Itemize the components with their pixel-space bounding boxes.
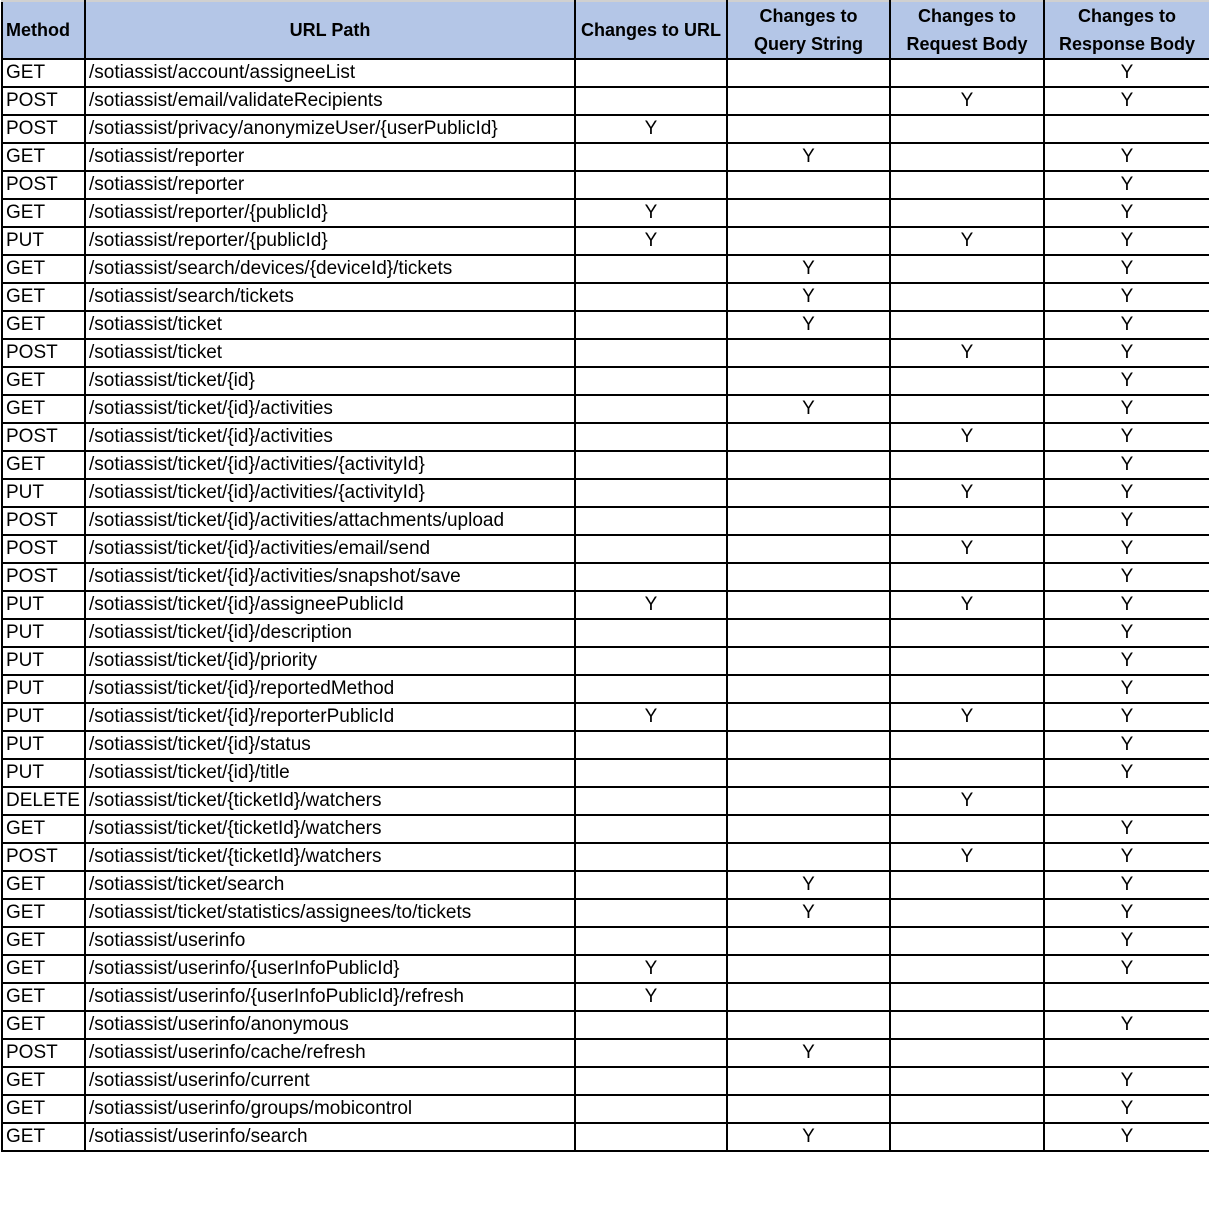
cell-changes-to-query-string — [727, 367, 890, 395]
table-row — [2, 115, 1209, 143]
cell-changes-to-query-string — [727, 591, 890, 619]
cell-changes-to-request-body — [890, 507, 1044, 535]
cell-url-path: /sotiassist/ticket/{id}/title — [85, 759, 575, 787]
table-row — [2, 227, 1209, 255]
cell-changes-to-query-string — [727, 1095, 890, 1123]
cell-changes-to-request-body — [890, 759, 1044, 787]
table-row — [2, 563, 1209, 591]
cell-changes-to-query-string: Y — [727, 255, 890, 283]
cell-url-path: /sotiassist/reporter/{publicId} — [85, 199, 575, 227]
cell-changes-to-request-body — [890, 143, 1044, 171]
cell-changes-to-query-string — [727, 731, 890, 759]
header-line: Changes to — [1077, 6, 1176, 26]
cell-method: POST — [2, 423, 85, 451]
table-row — [2, 535, 1209, 563]
cell-url-path: /sotiassist/ticket/statistics/assignees/to/tickets — [85, 899, 575, 927]
cell-changes-to-request-body: Y — [890, 87, 1044, 115]
cell-method: PUT — [2, 759, 85, 787]
cell-method: PUT — [2, 647, 85, 675]
cell-changes-to-response-body: Y — [1044, 647, 1209, 675]
cell-changes-to-request-body — [890, 983, 1044, 1011]
cell-changes-to-url — [575, 1039, 727, 1067]
cell-method: DELETE — [2, 787, 85, 815]
cell-method: POST — [2, 507, 85, 535]
table-row — [2, 59, 1209, 87]
table-row — [2, 1067, 1209, 1095]
cell-changes-to-response-body: Y — [1044, 899, 1209, 927]
table-row — [2, 815, 1209, 843]
cell-changes-to-request-body — [890, 1067, 1044, 1095]
cell-changes-to-query-string — [727, 1067, 890, 1095]
header-changes-to-query-string — [727, 1, 890, 59]
cell-url-path: /sotiassist/reporter/{publicId} — [85, 227, 575, 255]
cell-changes-to-url — [575, 1011, 727, 1039]
cell-changes-to-query-string: Y — [727, 899, 890, 927]
header-line: Query String — [753, 34, 864, 54]
cell-changes-to-query-string — [727, 703, 890, 731]
table-row — [2, 955, 1209, 983]
cell-method: GET — [2, 395, 85, 423]
cell-url-path: /sotiassist/email/validateRecipients — [85, 87, 575, 115]
table-row — [2, 731, 1209, 759]
cell-changes-to-request-body — [890, 1123, 1044, 1151]
cell-changes-to-query-string — [727, 843, 890, 871]
cell-url-path: /sotiassist/userinfo/current — [85, 1067, 575, 1095]
cell-changes-to-response-body: Y — [1044, 87, 1209, 115]
cell-url-path: /sotiassist/userinfo/{userInfoPublicId}/refresh — [85, 983, 575, 1011]
cell-changes-to-url — [575, 87, 727, 115]
cell-changes-to-request-body — [890, 395, 1044, 423]
cell-method: GET — [2, 1095, 85, 1123]
table-row — [2, 479, 1209, 507]
cell-changes-to-url — [575, 535, 727, 563]
cell-method: POST — [2, 171, 85, 199]
cell-changes-to-response-body: Y — [1044, 479, 1209, 507]
cell-changes-to-request-body — [890, 115, 1044, 143]
cell-changes-to-query-string — [727, 675, 890, 703]
cell-changes-to-query-string — [727, 815, 890, 843]
cell-url-path: /sotiassist/ticket/{id}/activities/snapshot/save — [85, 563, 575, 591]
cell-changes-to-request-body: Y — [890, 339, 1044, 367]
cell-changes-to-request-body — [890, 59, 1044, 87]
cell-changes-to-url: Y — [575, 955, 727, 983]
cell-method: GET — [2, 983, 85, 1011]
table-row — [2, 675, 1209, 703]
cell-changes-to-response-body: Y — [1044, 227, 1209, 255]
cell-changes-to-url: Y — [575, 591, 727, 619]
table-row — [2, 787, 1209, 815]
cell-changes-to-url — [575, 1067, 727, 1095]
cell-changes-to-query-string — [727, 479, 890, 507]
table-row — [2, 395, 1209, 423]
cell-changes-to-request-body: Y — [890, 591, 1044, 619]
cell-url-path: /sotiassist/search/devices/{deviceId}/tickets — [85, 255, 575, 283]
cell-changes-to-request-body — [890, 1011, 1044, 1039]
cell-changes-to-response-body: Y — [1044, 199, 1209, 227]
cell-changes-to-request-body — [890, 619, 1044, 647]
header-line: Changes to — [917, 6, 1016, 26]
cell-changes-to-url — [575, 395, 727, 423]
cell-method: PUT — [2, 703, 85, 731]
cell-changes-to-response-body: Y — [1044, 619, 1209, 647]
header-line: Response Body — [1058, 34, 1196, 54]
cell-changes-to-query-string — [727, 423, 890, 451]
cell-changes-to-url — [575, 59, 727, 87]
cell-changes-to-query-string: Y — [727, 283, 890, 311]
table-row — [2, 143, 1209, 171]
cell-method: PUT — [2, 591, 85, 619]
cell-url-path: /sotiassist/userinfo/groups/mobicontrol — [85, 1095, 575, 1123]
cell-changes-to-url — [575, 143, 727, 171]
cell-changes-to-request-body — [890, 367, 1044, 395]
table-row — [2, 899, 1209, 927]
cell-changes-to-response-body: Y — [1044, 675, 1209, 703]
header-row — [2, 1, 1209, 59]
cell-url-path: /sotiassist/ticket/{id} — [85, 367, 575, 395]
table-body — [2, 59, 1209, 1151]
cell-changes-to-url — [575, 339, 727, 367]
cell-url-path: /sotiassist/ticket/{id}/status — [85, 731, 575, 759]
cell-changes-to-request-body: Y — [890, 535, 1044, 563]
cell-url-path: /sotiassist/ticket — [85, 311, 575, 339]
cell-changes-to-response-body: Y — [1044, 843, 1209, 871]
cell-changes-to-request-body: Y — [890, 843, 1044, 871]
cell-method: GET — [2, 1011, 85, 1039]
table-row — [2, 1039, 1209, 1067]
cell-changes-to-url — [575, 815, 727, 843]
cell-changes-to-response-body: Y — [1044, 927, 1209, 955]
cell-changes-to-query-string — [727, 115, 890, 143]
cell-method: GET — [2, 451, 85, 479]
cell-changes-to-query-string — [727, 59, 890, 87]
cell-method: GET — [2, 255, 85, 283]
cell-changes-to-request-body — [890, 563, 1044, 591]
header-line: Changes to — [759, 6, 858, 26]
cell-url-path: /sotiassist/userinfo/anonymous — [85, 1011, 575, 1039]
cell-url-path: /sotiassist/ticket/{id}/activities/{activityId} — [85, 479, 575, 507]
cell-method: GET — [2, 143, 85, 171]
cell-changes-to-url — [575, 423, 727, 451]
cell-changes-to-response-body: Y — [1044, 731, 1209, 759]
cell-changes-to-request-body — [890, 815, 1044, 843]
cell-changes-to-query-string: Y — [727, 871, 890, 899]
cell-url-path: /sotiassist/ticket/{ticketId}/watchers — [85, 815, 575, 843]
cell-method: GET — [2, 1123, 85, 1151]
cell-url-path: /sotiassist/ticket/{id}/reporterPublicId — [85, 703, 575, 731]
cell-method: GET — [2, 955, 85, 983]
cell-changes-to-response-body: Y — [1044, 535, 1209, 563]
cell-url-path: /sotiassist/userinfo/{userInfoPublicId} — [85, 955, 575, 983]
cell-changes-to-url — [575, 927, 727, 955]
cell-changes-to-response-body — [1044, 983, 1209, 1011]
cell-changes-to-response-body: Y — [1044, 339, 1209, 367]
cell-changes-to-request-body: Y — [890, 479, 1044, 507]
table-row — [2, 1095, 1209, 1123]
table-row — [2, 1123, 1209, 1151]
cell-url-path: /sotiassist/userinfo/cache/refresh — [85, 1039, 575, 1067]
cell-changes-to-response-body — [1044, 787, 1209, 815]
cell-url-path: /sotiassist/ticket/{id}/description — [85, 619, 575, 647]
cell-changes-to-query-string: Y — [727, 1123, 890, 1151]
cell-changes-to-url — [575, 619, 727, 647]
cell-method: GET — [2, 311, 85, 339]
table-row — [2, 283, 1209, 311]
cell-changes-to-request-body — [890, 1095, 1044, 1123]
cell-method: GET — [2, 1067, 85, 1095]
cell-changes-to-request-body — [890, 255, 1044, 283]
cell-changes-to-query-string: Y — [727, 311, 890, 339]
cell-url-path: /sotiassist/userinfo/search — [85, 1123, 575, 1151]
cell-method: POST — [2, 1039, 85, 1067]
cell-changes-to-response-body: Y — [1044, 143, 1209, 171]
cell-method: GET — [2, 59, 85, 87]
api-changes-table — [1, 0, 1209, 1152]
cell-method: GET — [2, 283, 85, 311]
cell-changes-to-request-body — [890, 899, 1044, 927]
cell-changes-to-url: Y — [575, 703, 727, 731]
cell-changes-to-query-string — [727, 171, 890, 199]
table-row — [2, 647, 1209, 675]
cell-method: PUT — [2, 731, 85, 759]
cell-method: GET — [2, 815, 85, 843]
table-row — [2, 843, 1209, 871]
cell-changes-to-request-body — [890, 955, 1044, 983]
cell-changes-to-query-string — [727, 619, 890, 647]
cell-changes-to-response-body: Y — [1044, 1095, 1209, 1123]
cell-changes-to-request-body — [890, 675, 1044, 703]
cell-changes-to-response-body — [1044, 1039, 1209, 1067]
cell-changes-to-url — [575, 479, 727, 507]
cell-method: GET — [2, 199, 85, 227]
cell-changes-to-url — [575, 507, 727, 535]
cell-method: GET — [2, 367, 85, 395]
cell-changes-to-request-body — [890, 1039, 1044, 1067]
header-changes-to-url: Changes to URL — [575, 1, 727, 59]
cell-changes-to-url — [575, 871, 727, 899]
cell-changes-to-request-body: Y — [890, 787, 1044, 815]
cell-changes-to-url — [575, 367, 727, 395]
cell-changes-to-url: Y — [575, 983, 727, 1011]
cell-method: POST — [2, 563, 85, 591]
cell-changes-to-response-body: Y — [1044, 955, 1209, 983]
cell-changes-to-url — [575, 843, 727, 871]
cell-changes-to-url — [575, 563, 727, 591]
cell-changes-to-query-string — [727, 955, 890, 983]
cell-method: GET — [2, 899, 85, 927]
table-row — [2, 255, 1209, 283]
cell-url-path: /sotiassist/ticket/{id}/priority — [85, 647, 575, 675]
cell-changes-to-query-string — [727, 647, 890, 675]
cell-changes-to-query-string — [727, 1011, 890, 1039]
cell-changes-to-url — [575, 759, 727, 787]
cell-changes-to-response-body: Y — [1044, 871, 1209, 899]
cell-method: GET — [2, 871, 85, 899]
cell-changes-to-url — [575, 451, 727, 479]
cell-method: PUT — [2, 479, 85, 507]
cell-changes-to-url — [575, 171, 727, 199]
cell-changes-to-request-body — [890, 199, 1044, 227]
cell-url-path: /sotiassist/ticket — [85, 339, 575, 367]
cell-changes-to-query-string — [727, 227, 890, 255]
table-row — [2, 171, 1209, 199]
header-line: Request Body — [906, 34, 1028, 54]
cell-changes-to-query-string — [727, 87, 890, 115]
cell-url-path: /sotiassist/search/tickets — [85, 283, 575, 311]
table-row — [2, 983, 1209, 1011]
cell-changes-to-response-body: Y — [1044, 1067, 1209, 1095]
cell-url-path: /sotiassist/reporter — [85, 143, 575, 171]
cell-changes-to-query-string — [727, 339, 890, 367]
cell-changes-to-url — [575, 255, 727, 283]
cell-url-path: /sotiassist/ticket/search — [85, 871, 575, 899]
cell-changes-to-response-body: Y — [1044, 507, 1209, 535]
cell-changes-to-query-string — [727, 451, 890, 479]
table-row — [2, 451, 1209, 479]
table-row — [2, 87, 1209, 115]
cell-changes-to-response-body: Y — [1044, 255, 1209, 283]
table-row — [2, 423, 1209, 451]
cell-url-path: /sotiassist/ticket/{id}/activities/email/send — [85, 535, 575, 563]
table-row — [2, 591, 1209, 619]
cell-changes-to-request-body: Y — [890, 227, 1044, 255]
cell-changes-to-url: Y — [575, 227, 727, 255]
cell-changes-to-request-body — [890, 311, 1044, 339]
cell-changes-to-request-body — [890, 647, 1044, 675]
cell-method: POST — [2, 535, 85, 563]
table-row — [2, 199, 1209, 227]
cell-changes-to-url: Y — [575, 115, 727, 143]
cell-url-path: /sotiassist/ticket/{id}/activities — [85, 395, 575, 423]
cell-changes-to-url — [575, 787, 727, 815]
header-changes-to-response-body — [1044, 1, 1209, 59]
cell-url-path: /sotiassist/ticket/{id}/activities/attachments/upload — [85, 507, 575, 535]
cell-changes-to-request-body: Y — [890, 703, 1044, 731]
cell-url-path: /sotiassist/ticket/{id}/activities/{activityId} — [85, 451, 575, 479]
cell-method: PUT — [2, 619, 85, 647]
cell-changes-to-response-body: Y — [1044, 563, 1209, 591]
cell-url-path: /sotiassist/ticket/{id}/reportedMethod — [85, 675, 575, 703]
table-row — [2, 871, 1209, 899]
cell-changes-to-request-body — [890, 451, 1044, 479]
cell-changes-to-response-body: Y — [1044, 815, 1209, 843]
cell-changes-to-query-string — [727, 507, 890, 535]
cell-changes-to-response-body: Y — [1044, 1123, 1209, 1151]
cell-changes-to-url — [575, 731, 727, 759]
cell-changes-to-response-body: Y — [1044, 311, 1209, 339]
cell-changes-to-response-body: Y — [1044, 451, 1209, 479]
cell-changes-to-response-body: Y — [1044, 395, 1209, 423]
cell-method: POST — [2, 87, 85, 115]
table-row — [2, 759, 1209, 787]
cell-changes-to-query-string — [727, 787, 890, 815]
cell-url-path: /sotiassist/userinfo — [85, 927, 575, 955]
table-row — [2, 927, 1209, 955]
cell-method: POST — [2, 115, 85, 143]
table-row — [2, 507, 1209, 535]
cell-changes-to-request-body: Y — [890, 423, 1044, 451]
cell-changes-to-query-string: Y — [727, 143, 890, 171]
cell-changes-to-url — [575, 899, 727, 927]
cell-method: POST — [2, 339, 85, 367]
cell-changes-to-response-body — [1044, 115, 1209, 143]
cell-changes-to-response-body: Y — [1044, 283, 1209, 311]
cell-changes-to-url: Y — [575, 199, 727, 227]
cell-changes-to-url — [575, 1095, 727, 1123]
table-row — [2, 1011, 1209, 1039]
cell-changes-to-query-string — [727, 759, 890, 787]
table-row — [2, 367, 1209, 395]
cell-changes-to-query-string: Y — [727, 395, 890, 423]
cell-changes-to-url — [575, 1123, 727, 1151]
cell-changes-to-url — [575, 283, 727, 311]
cell-url-path: /sotiassist/privacy/anonymizeUser/{userPublicId} — [85, 115, 575, 143]
cell-method: PUT — [2, 675, 85, 703]
cell-changes-to-response-body: Y — [1044, 423, 1209, 451]
table-header — [2, 1, 1209, 59]
cell-method: GET — [2, 927, 85, 955]
cell-changes-to-response-body: Y — [1044, 1011, 1209, 1039]
table-row — [2, 339, 1209, 367]
cell-changes-to-query-string — [727, 199, 890, 227]
cell-url-path: /sotiassist/ticket/{id}/activities — [85, 423, 575, 451]
cell-url-path: /sotiassist/ticket/{ticketId}/watchers — [85, 787, 575, 815]
cell-changes-to-query-string — [727, 563, 890, 591]
table-row — [2, 619, 1209, 647]
cell-changes-to-request-body — [890, 283, 1044, 311]
table-row — [2, 703, 1209, 731]
cell-changes-to-response-body: Y — [1044, 759, 1209, 787]
cell-url-path: /sotiassist/ticket/{ticketId}/watchers — [85, 843, 575, 871]
cell-changes-to-response-body: Y — [1044, 703, 1209, 731]
cell-changes-to-request-body — [890, 871, 1044, 899]
cell-changes-to-url — [575, 675, 727, 703]
cell-method: POST — [2, 843, 85, 871]
header-method: Method — [2, 1, 85, 59]
cell-changes-to-query-string: Y — [727, 1039, 890, 1067]
cell-changes-to-query-string — [727, 927, 890, 955]
cell-changes-to-response-body: Y — [1044, 591, 1209, 619]
cell-changes-to-request-body — [890, 731, 1044, 759]
table-row — [2, 311, 1209, 339]
header-changes-to-request-body — [890, 1, 1044, 59]
cell-url-path: /sotiassist/account/assigneeList — [85, 59, 575, 87]
cell-method: PUT — [2, 227, 85, 255]
cell-changes-to-url — [575, 647, 727, 675]
cell-changes-to-request-body — [890, 171, 1044, 199]
cell-changes-to-query-string — [727, 983, 890, 1011]
header-url-path: URL Path — [85, 1, 575, 59]
cell-changes-to-request-body — [890, 927, 1044, 955]
cell-url-path: /sotiassist/reporter — [85, 171, 575, 199]
cell-changes-to-response-body: Y — [1044, 367, 1209, 395]
cell-changes-to-url — [575, 311, 727, 339]
cell-changes-to-response-body: Y — [1044, 59, 1209, 87]
cell-changes-to-query-string — [727, 535, 890, 563]
cell-changes-to-response-body: Y — [1044, 171, 1209, 199]
cell-url-path: /sotiassist/ticket/{id}/assigneePublicId — [85, 591, 575, 619]
